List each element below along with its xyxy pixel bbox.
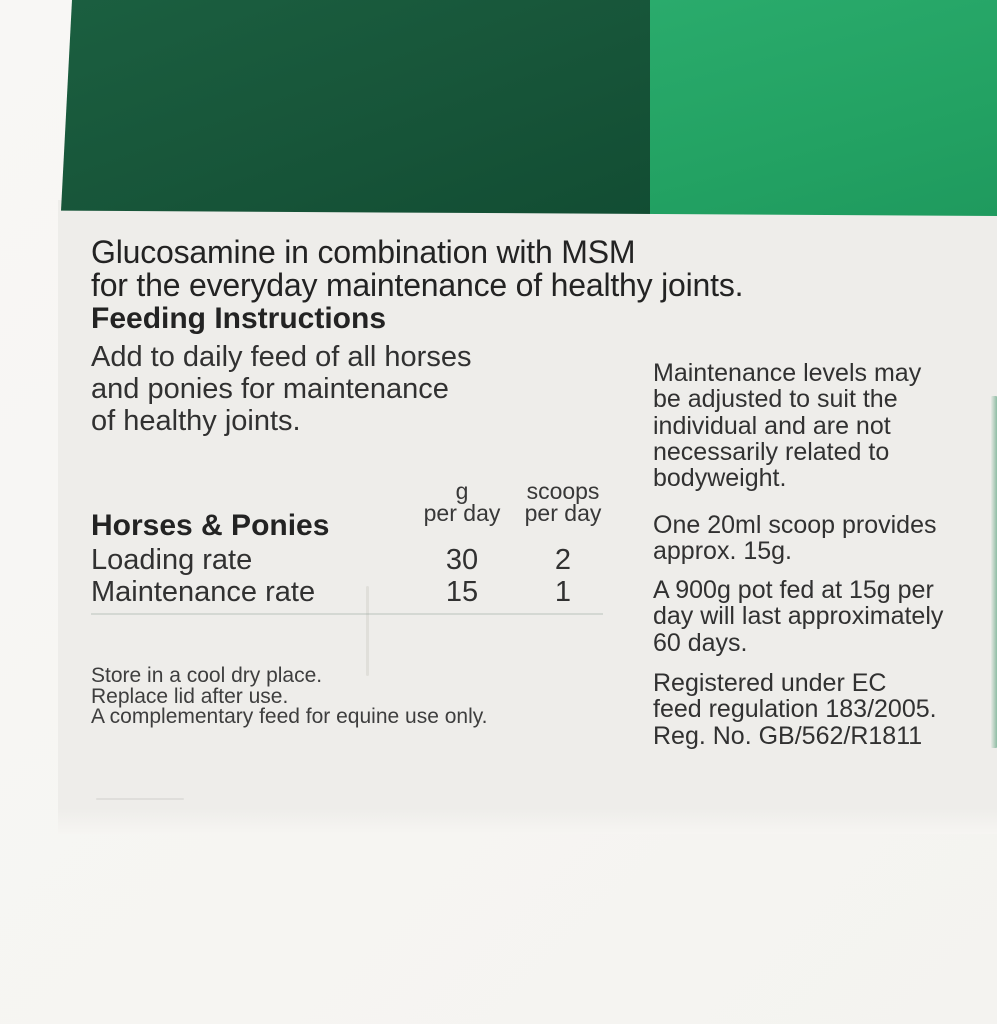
col-header-g-line-1: g: [455, 478, 469, 504]
feeding-instructions-title: Feeding Instructions: [91, 302, 387, 335]
feeding-line-1: Add to daily feed of all horses: [91, 341, 472, 373]
col-header-scoops-per-day: [513, 480, 613, 524]
col-header-g-line-2: per day: [423, 500, 501, 526]
feeding-line-2: and ponies for maintenance: [91, 373, 449, 405]
table-group-header: Horses & Ponies: [91, 509, 330, 542]
table-row-loading-rate-scoops: 2: [554, 544, 572, 576]
maintenance-note-line-5: bodyweight.: [653, 464, 787, 493]
col-header-scoops-line-2: per day: [524, 500, 602, 526]
storage-notes: [91, 666, 488, 728]
table-row-loading-rate-g: 30: [445, 544, 479, 576]
scoop-note-line-2: approx. 15g.: [653, 537, 792, 566]
storage-note-1: Store in a cool dry place.: [91, 664, 323, 687]
registration-line-2: feed regulation 183/2005.: [653, 695, 937, 724]
pot-duration-note: [653, 577, 983, 656]
duration-note-line-1: A 900g pot fed at 15g per: [653, 576, 934, 604]
table-row-loading-rate-label: Loading rate: [91, 544, 253, 576]
maintenance-note-line-1: Maintenance levels may: [653, 359, 922, 387]
storage-note-2: Replace lid after use.: [91, 684, 289, 708]
scratch-artifact-vertical: [366, 586, 369, 676]
maintenance-levels-note: [653, 360, 983, 491]
storage-note-3: A complementary feed for equine use only.: [91, 705, 488, 728]
col-header-g-per-day: [412, 480, 512, 524]
registration-note: [653, 670, 983, 749]
registration-line-1: Registered under EC: [653, 669, 887, 697]
table-row-maintenance-rate-label: Maintenance rate: [91, 576, 316, 608]
scoop-note-line-1: One 20ml scoop provides: [653, 511, 937, 539]
headline: [91, 236, 743, 302]
scratch-artifact-horizontal: [96, 798, 184, 800]
bright-green-panel: [650, 0, 997, 216]
table-underline: [91, 613, 603, 615]
dark-green-panel: [58, 0, 650, 216]
label-edge-sliver: [991, 396, 997, 748]
table-row-maintenance-rate-scoops: 1: [554, 576, 572, 608]
table-row-maintenance-rate-g: 15: [445, 576, 479, 608]
feeding-instructions-text: [91, 341, 471, 437]
green-header-band: [58, 0, 997, 216]
scoop-size-note: [653, 512, 983, 565]
duration-note-line-2: day will last approximately: [653, 602, 944, 631]
maintenance-note-line-3: individual and are not: [653, 411, 891, 440]
col-header-scoops-line-1: scoops: [526, 478, 600, 504]
maintenance-note-line-4: necessarily related to: [653, 437, 890, 466]
maintenance-note-line-2: be adjusted to suit the: [653, 385, 898, 414]
duration-note-line-3: 60 days.: [653, 628, 748, 657]
feeding-line-3: of healthy joints.: [91, 405, 301, 437]
headline-line-1: Glucosamine in combination with MSM: [91, 234, 636, 270]
label-bottom-fade: [58, 808, 997, 834]
headline-line-2: for the everyday maintenance of healthy joints.: [91, 267, 744, 303]
registration-line-3: Reg. No. GB/562/R1811: [653, 721, 923, 750]
